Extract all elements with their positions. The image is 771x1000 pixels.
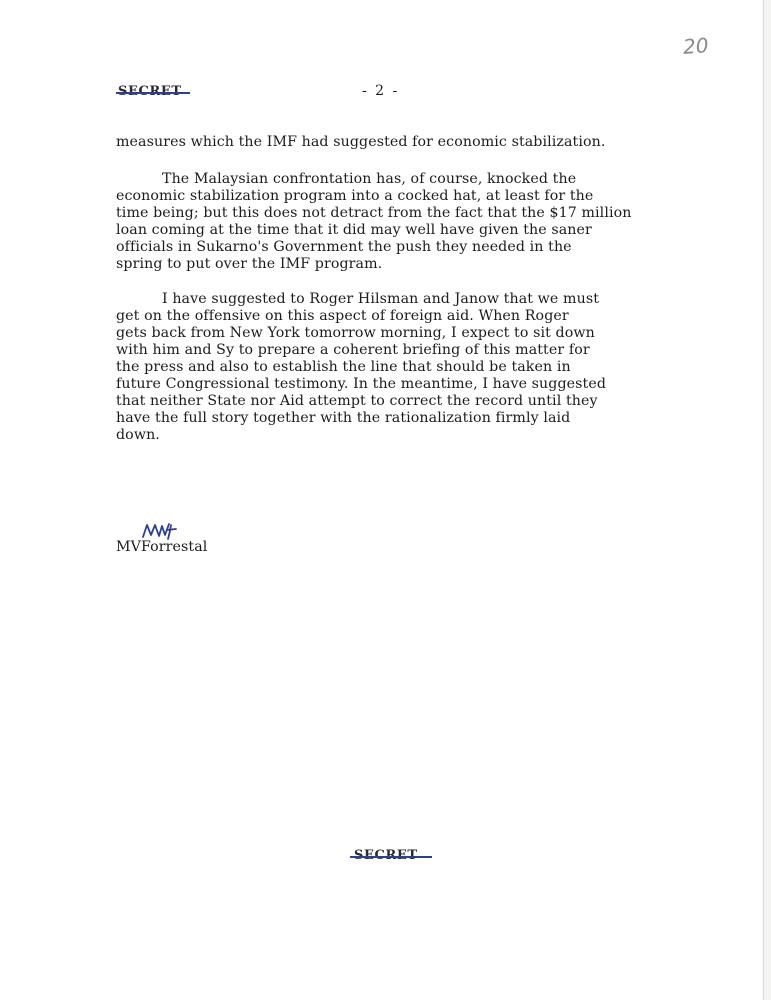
- text-line: have the full story together with the rationalization firmly laid: [116, 410, 571, 426]
- strikethrough-top: [116, 92, 190, 94]
- text-line: the press and also to establish the line that should be taken in: [116, 359, 571, 375]
- text-line: time being; but this does not detract from the fact that the $17 million: [116, 205, 632, 221]
- text-line: economic stabilization program into a cocked hat, at least for the: [116, 188, 594, 204]
- text-line: future Congressional testimony. In the meantime, I have suggested: [116, 376, 607, 392]
- text-line: down.: [116, 427, 160, 443]
- text-line: that neither State nor Aid attempt to correct the record until they: [116, 393, 598, 409]
- text-line: with him and Sy to prepare a coherent briefing of this matter for: [116, 342, 590, 358]
- pencil-page-number: 20: [682, 33, 710, 59]
- text-line: I have suggested to Roger Hilsman and Janow that we must: [162, 291, 600, 307]
- classification-marking-bottom: SECRET: [354, 848, 418, 863]
- classification-marking-top: SECRET: [118, 84, 182, 99]
- text-line: spring to put over the IMF program.: [116, 256, 383, 272]
- strikethrough-bottom: [350, 856, 432, 858]
- text-line: get on the offensive on this aspect of foreign aid. When Roger: [116, 308, 569, 324]
- text-line: The Malaysian confrontation has, of course, knocked the: [162, 171, 577, 187]
- page-number: - 2 -: [362, 83, 400, 99]
- text-line: loan coming at the time that it did may well have given the saner: [116, 222, 592, 238]
- text-line: measures which the IMF had suggested for economic stabilization.: [116, 134, 606, 150]
- text-line: officials in Sukarno's Government the push they needed in the: [116, 239, 572, 255]
- signer-name: MVForrestal: [116, 539, 208, 555]
- text-line: gets back from New York tomorrow morning, I expect to sit down: [116, 325, 595, 341]
